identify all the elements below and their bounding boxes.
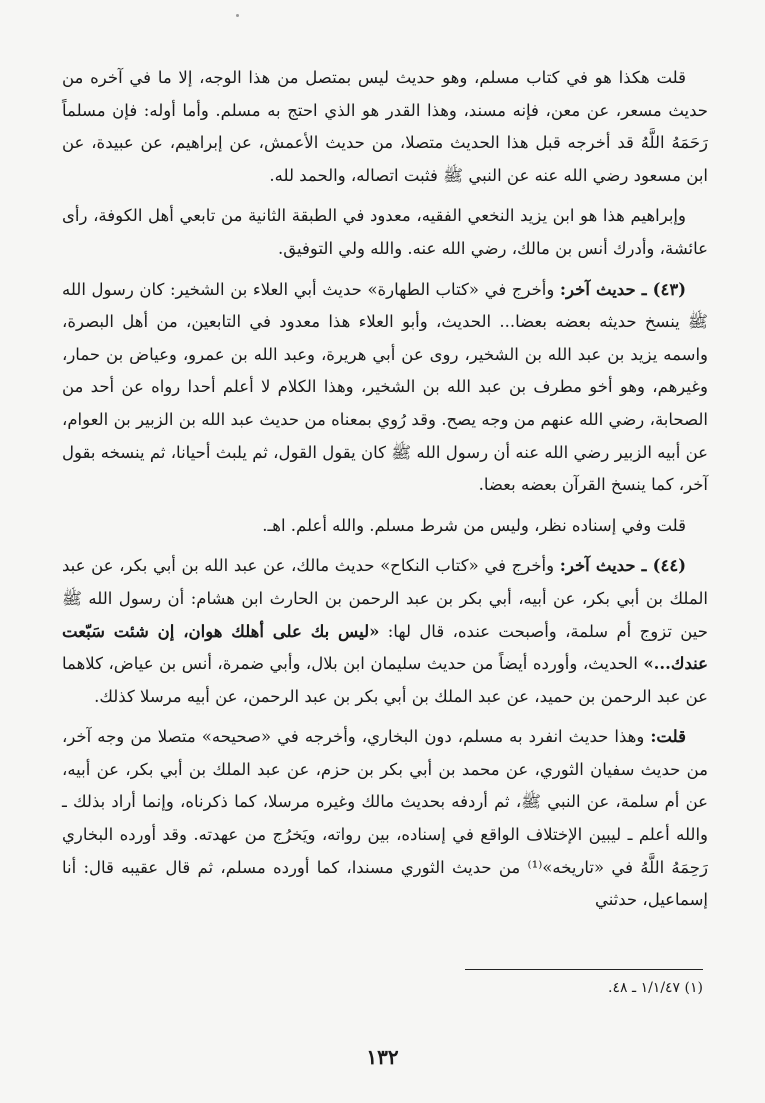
paragraph-text: قلت هكذا هو في كتاب مسلم، وهو حديث ليس بمتصل من هذا الوجه، إلا ما في آخره من حديث مسعر، عن معن، فإنه مسند، وهذا القدر هو الذي احتج به مسلم. وأما أوله: فإن مسلماً رَحَمَهُ اللَّهُ قد أخرجه قبل هذا الحديث متصلا، من حديث الأعمش، عن إبراهيم، عن عبيدة، عن ابن مسعود رضي الله عنه عن النبي ﷺ فثبت اتصاله، والحمد لله.	[62, 68, 708, 185]
paragraph-1	[62, 62, 708, 192]
footnote-divider	[465, 969, 703, 970]
page-body	[62, 62, 708, 925]
paragraph-2	[62, 200, 708, 265]
hadith-quote: «ليس بك على أهلك هوان، إن شئت سَبّعت عندك...»	[62, 621, 708, 674]
paragraph-text: وإبراهيم هذا هو ابن يزيد النخعي الفقيه، معدود في الطبقة الثانية من تابعي أهل الكوفة، رأى عائشة، وأدرك أنس بن مالك، رضي الله عنه. والله ولي التوفيق.	[62, 206, 708, 258]
comment-heading: قلت:	[650, 727, 686, 747]
page-number: ١٣٢	[366, 1045, 399, 1069]
hadith-heading: (٤٤) ـ حديث آخر:	[559, 556, 686, 576]
paragraph-text: وأخرج في «كتاب النكاح» حديث مالك، عن عبد الله بن أبي بكر، عن عبد الملك بن أبي بكر، عن أبيه، أبي بكر بن عبد الرحمن بن الحارث ابن هشام: أن رسول الله ﷺ حين تزوج أم سلمة، وأصبحت عنده، قال لها:	[62, 556, 708, 641]
paragraph-text: وأخرج في «كتاب الطهارة» حديث أبي العلاء بن الشخير: كان رسول الله ﷺ ينسخ حديثه بعضه بعضا... الحديث، وأبو العلاء هذا معدود في التابعين، من أهل البصرة، واسمه يزيد بن عبد الله بن الشخير، روى عن أبي هريرة، وعبد الله بن عمرو، وعياض بن حمار، وغيرهم، وهو أخو مطرف بن عبد الله بن الشخير، وهذا الكلام لا أعلم أحدا رواه عن أحد من الصحابة، رضي الله عنهم من وجه يصح. وقد رُوي بمعناه من حديث عبد الله بن الزبير بن العوام، عن أبيه الزبير رضي الله عنه أن رسول الله ﷺ كان يقول القول، ثم يلبث أحيانا، ثم ينسخه بقول آخر، كما ينسخ القرآن بعضه بعضا.	[62, 279, 708, 495]
paragraph-4	[62, 510, 708, 543]
paragraph-text: وهذا حديث انفرد به مسلم، دون البخاري، وأخرجه في «صحيحه» متصلا من وجه آخر، من حديث سفيان الثوري، عن محمد بن أبي بكر بن حزم، عن عبد الملك بن أبي بكر، عن أبيه، عن أم سلمة، عن النبي ﷺ، ثم أردفه بحديث مالك وغيره مرسلا، كما ذكرناه، وإنما أراد بذلك ـ والله أعلم ـ ليبين الإختلاف الواقع في إسناده، بين رواته، ويَخرُج من عهدته. وقد أورده البخاري رَحِمَهُ اللَّهُ في «تاريخه»⁽¹⁾ من حديث الثوري مسندا، كما أورده مسلم، ثم قال عقيبه قال: أنا إسماعيل، حدثني	[62, 727, 708, 910]
paragraph-6	[62, 721, 708, 917]
paragraph-text: قلت وفي إسناده نظر، وليس من شرط مسلم. والله أعلم. اهـ.	[262, 515, 686, 535]
page-mark	[236, 14, 239, 17]
paragraph-hadith-43	[62, 274, 708, 502]
paragraph-hadith-44	[62, 550, 708, 713]
paragraph-text-tail: الحديث، وأورده أيضاً من حديث سليمان ابن بلال، وأبي ضمرة، أنس بن عياض، كلاهما عن عبد الرحمن بن حميد، عن عبد الملك بن أبي بكر بن عبد الرحمن، عن أبيه مرسلا كذلك.	[62, 654, 708, 706]
hadith-heading: (٤٣) ـ حديث آخر:	[559, 279, 686, 299]
footnote: (١) ١/١/٤٧ ـ ٤٨.	[608, 980, 703, 996]
